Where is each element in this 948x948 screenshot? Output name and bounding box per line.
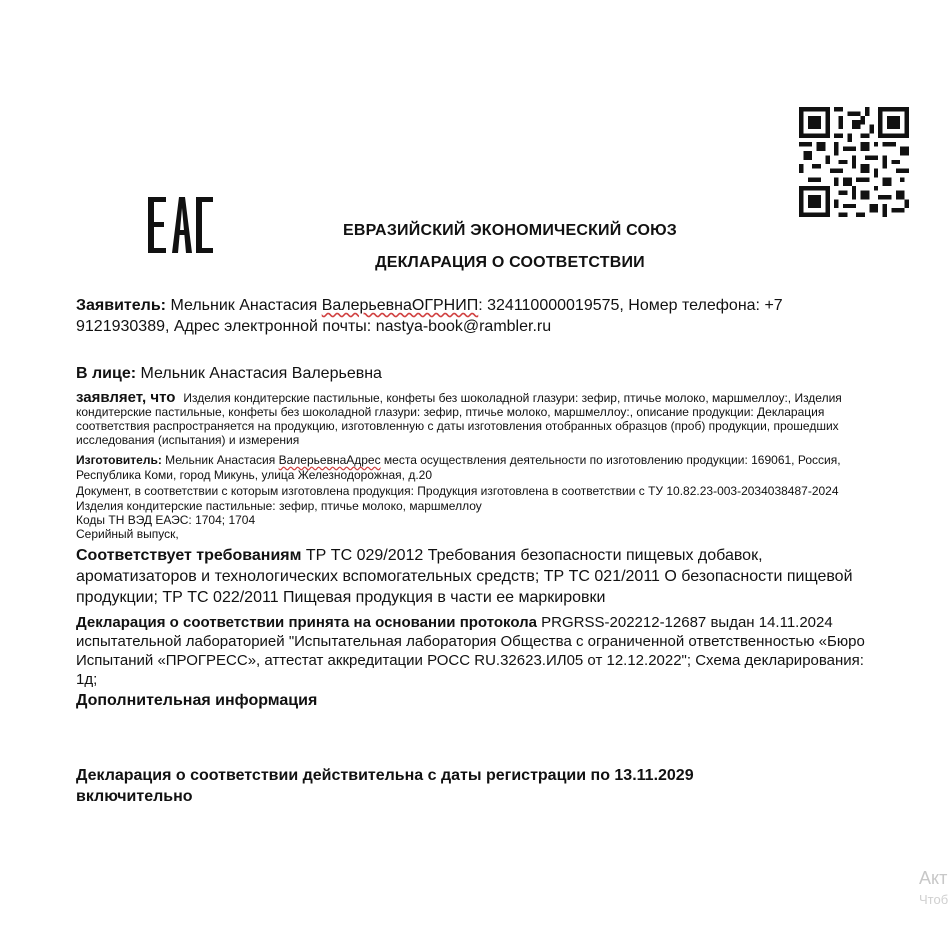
declares-paragraph bbox=[76, 391, 876, 447]
conformity-paragraph bbox=[76, 545, 876, 608]
validity-statement: Декларация о соответствии действительна с даты регистрации по 13.11.2029 включительно bbox=[76, 767, 694, 805]
representative-paragraph bbox=[76, 363, 876, 384]
tn-ved-codes: Коды ТН ВЭД ЕАЭС: 1704; 1704 bbox=[76, 513, 256, 527]
additional-info-heading: Дополнительная информация bbox=[76, 692, 318, 709]
manufacturer-part2: ВалерьевнаАдрес bbox=[278, 453, 381, 467]
applicant-label: Заявитель: bbox=[76, 297, 166, 314]
protocol-text: PRGRSS-202212-12687 выдан 14.11.2024 испытательной лабораторией "Испытательная лаборатория Общества с ограниченной ответственностью «Бюро Испытаний «ПРОГРЕСС», аттестат аккредитации РОСС RU.32623.ИЛ05 от 12.12.2022"; Схема декларирования: 1д; bbox=[76, 614, 865, 688]
manufacturer-part1: Мельник Анастасия bbox=[161, 453, 279, 467]
applicant-details: : 324110000019575, Номер телефона: +7 9121930389, Адрес электронной почты: nastya-book@rambler.ru bbox=[76, 297, 783, 335]
document-reference: Документ, в соответствии с которым изготовлена продукция: Продукция изготовлена в соответствии с ТУ 10.82.23-003-2034038487-2024 Изделия кондитерские пастильные: зефир, птичье молоко, маршмеллоу bbox=[76, 484, 839, 513]
declaration-title: ДЕКЛАРАЦИЯ О СООТВЕТСТВИИ bbox=[375, 254, 645, 271]
representative-name: Мельник Анастасия Валерьевна bbox=[136, 365, 382, 382]
declares-label: заявляет, что bbox=[76, 389, 176, 406]
protocol-label: Декларация о соответствии принята на основании протокола bbox=[76, 614, 537, 631]
conformity-label: Соответствует требованиям bbox=[76, 547, 302, 564]
activation-watermark-title: Акт bbox=[919, 868, 948, 888]
activation-watermark-subtitle: Чтоб bbox=[919, 892, 948, 907]
declares-text: Изделия кондитерские пастильные, конфеты без шоколадной глазури: зефир, птичье молоко, маршмеллоу:, Изделия кондитерские пастильные, конфеты без шоколадной глазури: зефир, птичье молоко, маршмеллоу:, описание продукции: Декларация соответствия распространяется на продукцию, изготовленную с даты изготовления отобранных образцов (проб) продукции, прошедших исследования (испытания) и измерения bbox=[76, 391, 842, 447]
manufacturer-address: места осуществления деятельности по изготовлению продукции: 169061, Россия, Республика Коми, город Микунь, улица Железнодорожная, д.20 bbox=[76, 453, 841, 482]
applicant-paragraph bbox=[76, 295, 876, 337]
union-heading: ЕВРАЗИЙСКИЙ ЭКОНОМИЧЕСКИЙ СОЮЗ bbox=[342, 222, 678, 239]
representative-label: В лице: bbox=[76, 365, 137, 382]
protocol-paragraph bbox=[76, 613, 876, 689]
serial-release: Серийный выпуск, bbox=[76, 527, 179, 541]
qr-code-icon bbox=[799, 107, 909, 217]
conformity-text: ТР ТС 029/2012 Требования безопасности пищевых добавок, ароматизаторов и технологических вспомогательных средств; ТР ТС 021/2011 О безопасности пищевой продукции; ТР ТС 022/2011 Пищевая продукция в части ее маркировки bbox=[76, 547, 853, 606]
applicant-name-part1: Мельник Анастасия bbox=[166, 297, 322, 314]
manufacturer-label: Изготовитель: bbox=[76, 453, 162, 467]
applicant-name-part2: ВалерьевнаОГРНИП bbox=[321, 297, 479, 314]
manufacturer-paragraph bbox=[76, 453, 876, 483]
